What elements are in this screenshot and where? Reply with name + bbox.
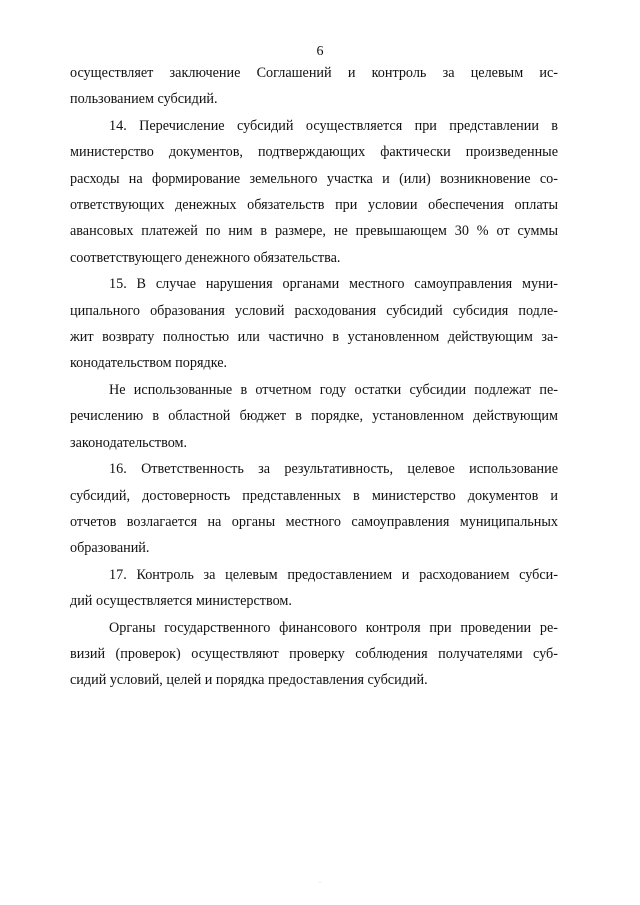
text-line: образований. — [70, 540, 150, 557]
paragraph-17-financial-control — [70, 615, 558, 694]
text-line: министерство документов, подтверждающих фактически произведенные — [70, 144, 558, 161]
text-line: Органы государственного финансового контроля при проведении ре- — [109, 619, 558, 636]
text-line: 17. Контроль за целевым предоставлением и расходованием субси- — [109, 566, 558, 583]
text-line: конодательством порядке. — [70, 355, 228, 372]
paragraph-15 — [70, 271, 558, 377]
text-line: сидий условий, целей и порядка предоставления субсидий. — [70, 672, 428, 689]
text-line: 15. В случае нарушения органами местного самоуправления муни- — [109, 276, 558, 293]
text-line: соответствующего денежного обязательства. — [70, 249, 341, 266]
text-line: расходы на формирование земельного участка и (или) возникновение со- — [70, 170, 558, 187]
paragraph-15-unused-balances — [70, 377, 558, 456]
text-line: речислению в областной бюджет в порядке, установленном действующим — [70, 408, 558, 425]
text-line: 14. Перечисление субсидий осуществляется при представлении в — [109, 117, 558, 134]
document-body — [70, 60, 558, 694]
scan-speck: · — [319, 880, 321, 886]
text-line: законодательством. — [70, 434, 188, 451]
text-line: авансовых платежей по ним в размере, не превышающем 30 % от суммы — [70, 223, 558, 240]
text-line: Не использованные в отчетном году остатки субсидии подлежат пе- — [109, 381, 558, 398]
text-line: дий осуществляется министерством. — [70, 593, 292, 610]
text-line: визий (проверок) осуществляют проверку соблюдения получателями суб- — [70, 645, 558, 662]
paragraph-continuation — [70, 60, 558, 113]
text-line: осуществляет заключение Соглашений и контроль за целевым ис- — [70, 65, 558, 81]
text-line: отчетов возлагается на органы местного самоуправления муниципальных — [70, 513, 558, 530]
paragraph-17 — [70, 562, 558, 615]
page-number: 6 — [316, 44, 324, 59]
paragraph-16 — [70, 456, 558, 562]
text-line: ответствующих денежных обязательств при условии обеспечения оплаты — [70, 197, 558, 214]
text-line: 16. Ответственность за результативность, целевое использование — [109, 461, 558, 478]
paragraph-14 — [70, 113, 558, 271]
text-line: жит возврату полностью или частично в установленном действующим за- — [70, 329, 558, 346]
text-line: субсидий, достоверность представленных в министерство документов и — [70, 487, 558, 504]
text-line: ципального образования условий расходования субсидий субсидия подле- — [70, 302, 558, 319]
text-line: пользованием субсидий. — [70, 91, 218, 108]
